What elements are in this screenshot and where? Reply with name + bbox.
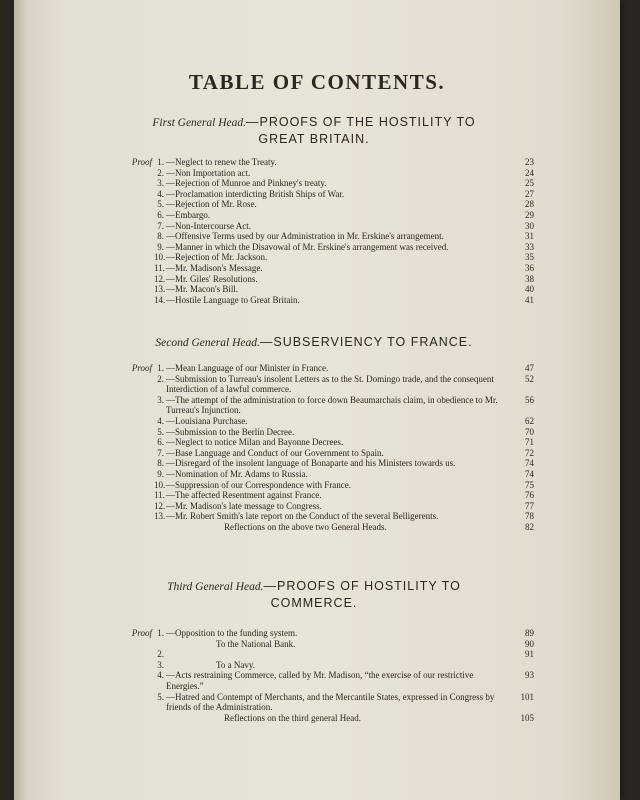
list-item: 3. —Rejection of Munroe and Pinkney's treaty. 25 — [157, 178, 534, 189]
list-item: 12. —Mr. Madison's late message to Congress. 77 — [154, 500, 534, 511]
list-item: 2. —Submission to Turreau's insolent Letters as to the St. Domingo trade, and the consequent Interdiction of a lawful commerce. 52 — [157, 373, 534, 395]
reflections-row: Reflections on the above two General Heads. 82 — [224, 521, 534, 532]
list-item: 14. —Hostile Language to Great Britain. 41 — [154, 294, 534, 305]
list-item: 13. —Mr. Macon's Bill. 40 — [154, 284, 534, 295]
list-item: 7. —Non-Intercourse Act. 30 — [157, 220, 534, 231]
list-item: Proof 1. —Mean Language of our Minister in France. 47 — [114, 363, 534, 374]
section-label: First General Head. — [152, 117, 246, 129]
list-item: 2. 91 — [157, 649, 534, 660]
section-title-cont: COMMERCE. — [270, 596, 358, 610]
list-item: Proof 1. —Neglect to renew the Treaty. 23 — [114, 157, 534, 168]
list-item: 10. —Rejection of Mr. Jackson. 35 — [154, 252, 534, 263]
list-item: 5. —Hatred and Contempt of Merchants, and the Mercantile States, expressed in Congress by friends of the Administration. 101 — [157, 691, 534, 713]
list-item: 3. To a Navy. — [157, 659, 256, 670]
list-item: 13. —Mr. Robert Smith's late report on the Conduct of the several Belligerents. 78 — [154, 511, 534, 522]
list-item: 2. —Non Importation act. 24 — [157, 167, 534, 178]
section-label: Second General Head. — [155, 337, 260, 349]
section-title: —PROOFS OF HOSTILITY TO — [263, 579, 461, 593]
list-item: 5. —Rejection of Mr. Rose. 28 — [157, 199, 534, 210]
section-heading-3 — [104, 578, 524, 611]
section-list-2 — [114, 363, 534, 533]
list-item: 6. —Embargo. 29 — [157, 209, 534, 220]
list-item: 6. —Neglect to notice Milan and Bayonne Decrees. 71 — [157, 437, 534, 448]
document-page — [14, 0, 620, 800]
list-item: 3. —The attempt of the administration to force down Beaumarchais claim, in obedience to Mr. Turreau's Injunction. 56 — [157, 394, 534, 416]
section-list-3 — [114, 628, 534, 724]
section-list-1 — [114, 157, 534, 305]
list-item: 12. —Mr. Giles' Resolutions. 38 — [154, 273, 534, 284]
section-label: Third General Head. — [167, 581, 264, 593]
list-item: 11. —Mr. Madison's Message. 36 — [154, 262, 534, 273]
list-item: 4. —Acts restraining Commerce, called by Mr. Madison, “the exercise of our restrictive Energies.” 93 — [157, 670, 534, 691]
list-item: 4. —Proclamation interdicting British Ships of War. 27 — [157, 188, 534, 199]
list-item: 11. —The affected Resentment against France. 76 — [154, 490, 534, 501]
section-heading-1 — [104, 114, 524, 147]
list-item: 8. —Offensive Terms used by our Administration in Mr. Erskine's arrangement. 31 — [157, 231, 534, 242]
proof-label: Proof — [131, 628, 152, 638]
page-title: TABLE OF CONTENTS. — [188, 70, 446, 94]
list-item: 9. —Nomination of Mr. Adams to Russia. 74 — [157, 468, 534, 479]
reflections-row: Reflections on the third general Head. 105 — [224, 712, 534, 723]
proof-label: Proof — [131, 363, 152, 373]
section-title-cont: GREAT BRITAIN. — [258, 132, 370, 146]
list-item: Proof 1. —Opposition to the funding system. 89 — [114, 628, 534, 639]
list-item: 10. —Suppression of our Correspondence with France. 75 — [154, 479, 534, 490]
section-title: —SUBSERVIENCY TO FRANCE. — [259, 335, 473, 349]
list-item: To the National Bank. 90 — [216, 638, 534, 649]
section-heading-2 — [104, 334, 524, 351]
list-item: 4. —Louisiana Purchase. 62 — [157, 415, 534, 426]
list-item: 7. —Base Language and Conduct of our Government to Spain. 72 — [157, 447, 534, 458]
list-item: 8. —Disregard of the insolent language of Bonaparte and his Ministers towards us. 74 — [157, 458, 534, 469]
list-item: 5. —Submission to the Berlin Decree. 70 — [157, 426, 534, 437]
section-title: —PROOFS OF THE HOSTILITY TO — [246, 115, 476, 129]
list-item: 9. —Manner in which the Disavowal of Mr. Erskine's arrangement was received. 33 — [157, 241, 534, 252]
proof-label: Proof — [131, 157, 152, 167]
